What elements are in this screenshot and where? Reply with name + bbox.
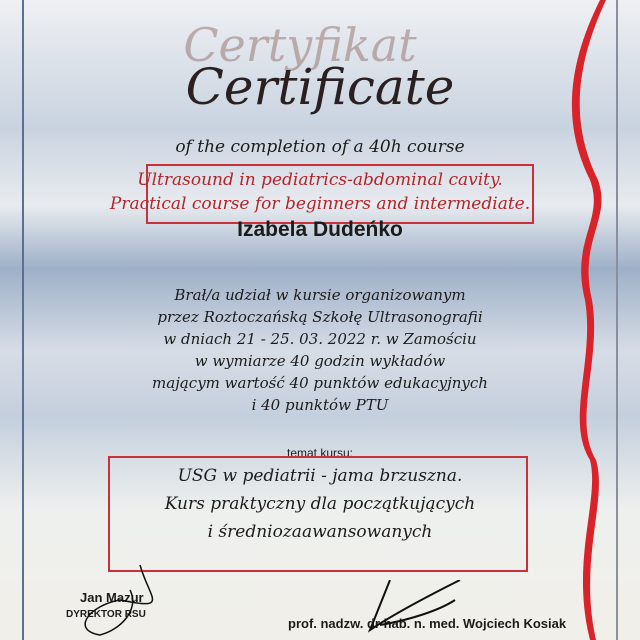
topic-text xyxy=(0,462,640,546)
body-line: i 40 punktów PTU xyxy=(251,396,389,414)
body-line: Brał/a udział w kursie organizowanym xyxy=(174,286,466,304)
body-line: mającym wartość 40 punktów edukacyjnych xyxy=(152,374,488,392)
subtitle: of the completion of a 40h course xyxy=(175,137,465,157)
watermark-title: Certyfikat xyxy=(183,18,417,72)
body-line: przez Roztoczańską Szkołę Ultrasonografii xyxy=(157,308,483,326)
topic-line: USG w pediatrii - jama brzuszna. xyxy=(177,466,463,486)
course-en-line-2: Practical course for beginners and intermediate. xyxy=(109,194,531,214)
signature-left xyxy=(60,560,180,640)
topic-line: Kurs praktyczny dla początkujących xyxy=(164,494,476,514)
body-line: w wymiarze 40 godzin wykładów xyxy=(194,352,446,370)
participant-name: Izabela Dudeńko xyxy=(237,218,403,241)
topic-line: i średniozaawansowanych xyxy=(207,522,433,542)
signatory-left-name: Jan Mazur xyxy=(80,590,144,605)
signatory-left-role: DYREKTOR RSU xyxy=(66,609,146,620)
course-en-line-1: Ultrasound in pediatrics-abdominal cavity. xyxy=(137,170,503,190)
body-line: w dniach 21 - 25. 03. 2022 r. w Zamościu xyxy=(163,330,477,348)
body-text xyxy=(0,284,640,416)
certificate-title: Certificate xyxy=(185,58,455,116)
signatory-right-name: prof. nadzw. dr hab. n. med. Wojciech Kosiak xyxy=(288,616,567,631)
signature-right xyxy=(360,580,480,640)
topic-label: temat kursu: xyxy=(286,446,354,460)
